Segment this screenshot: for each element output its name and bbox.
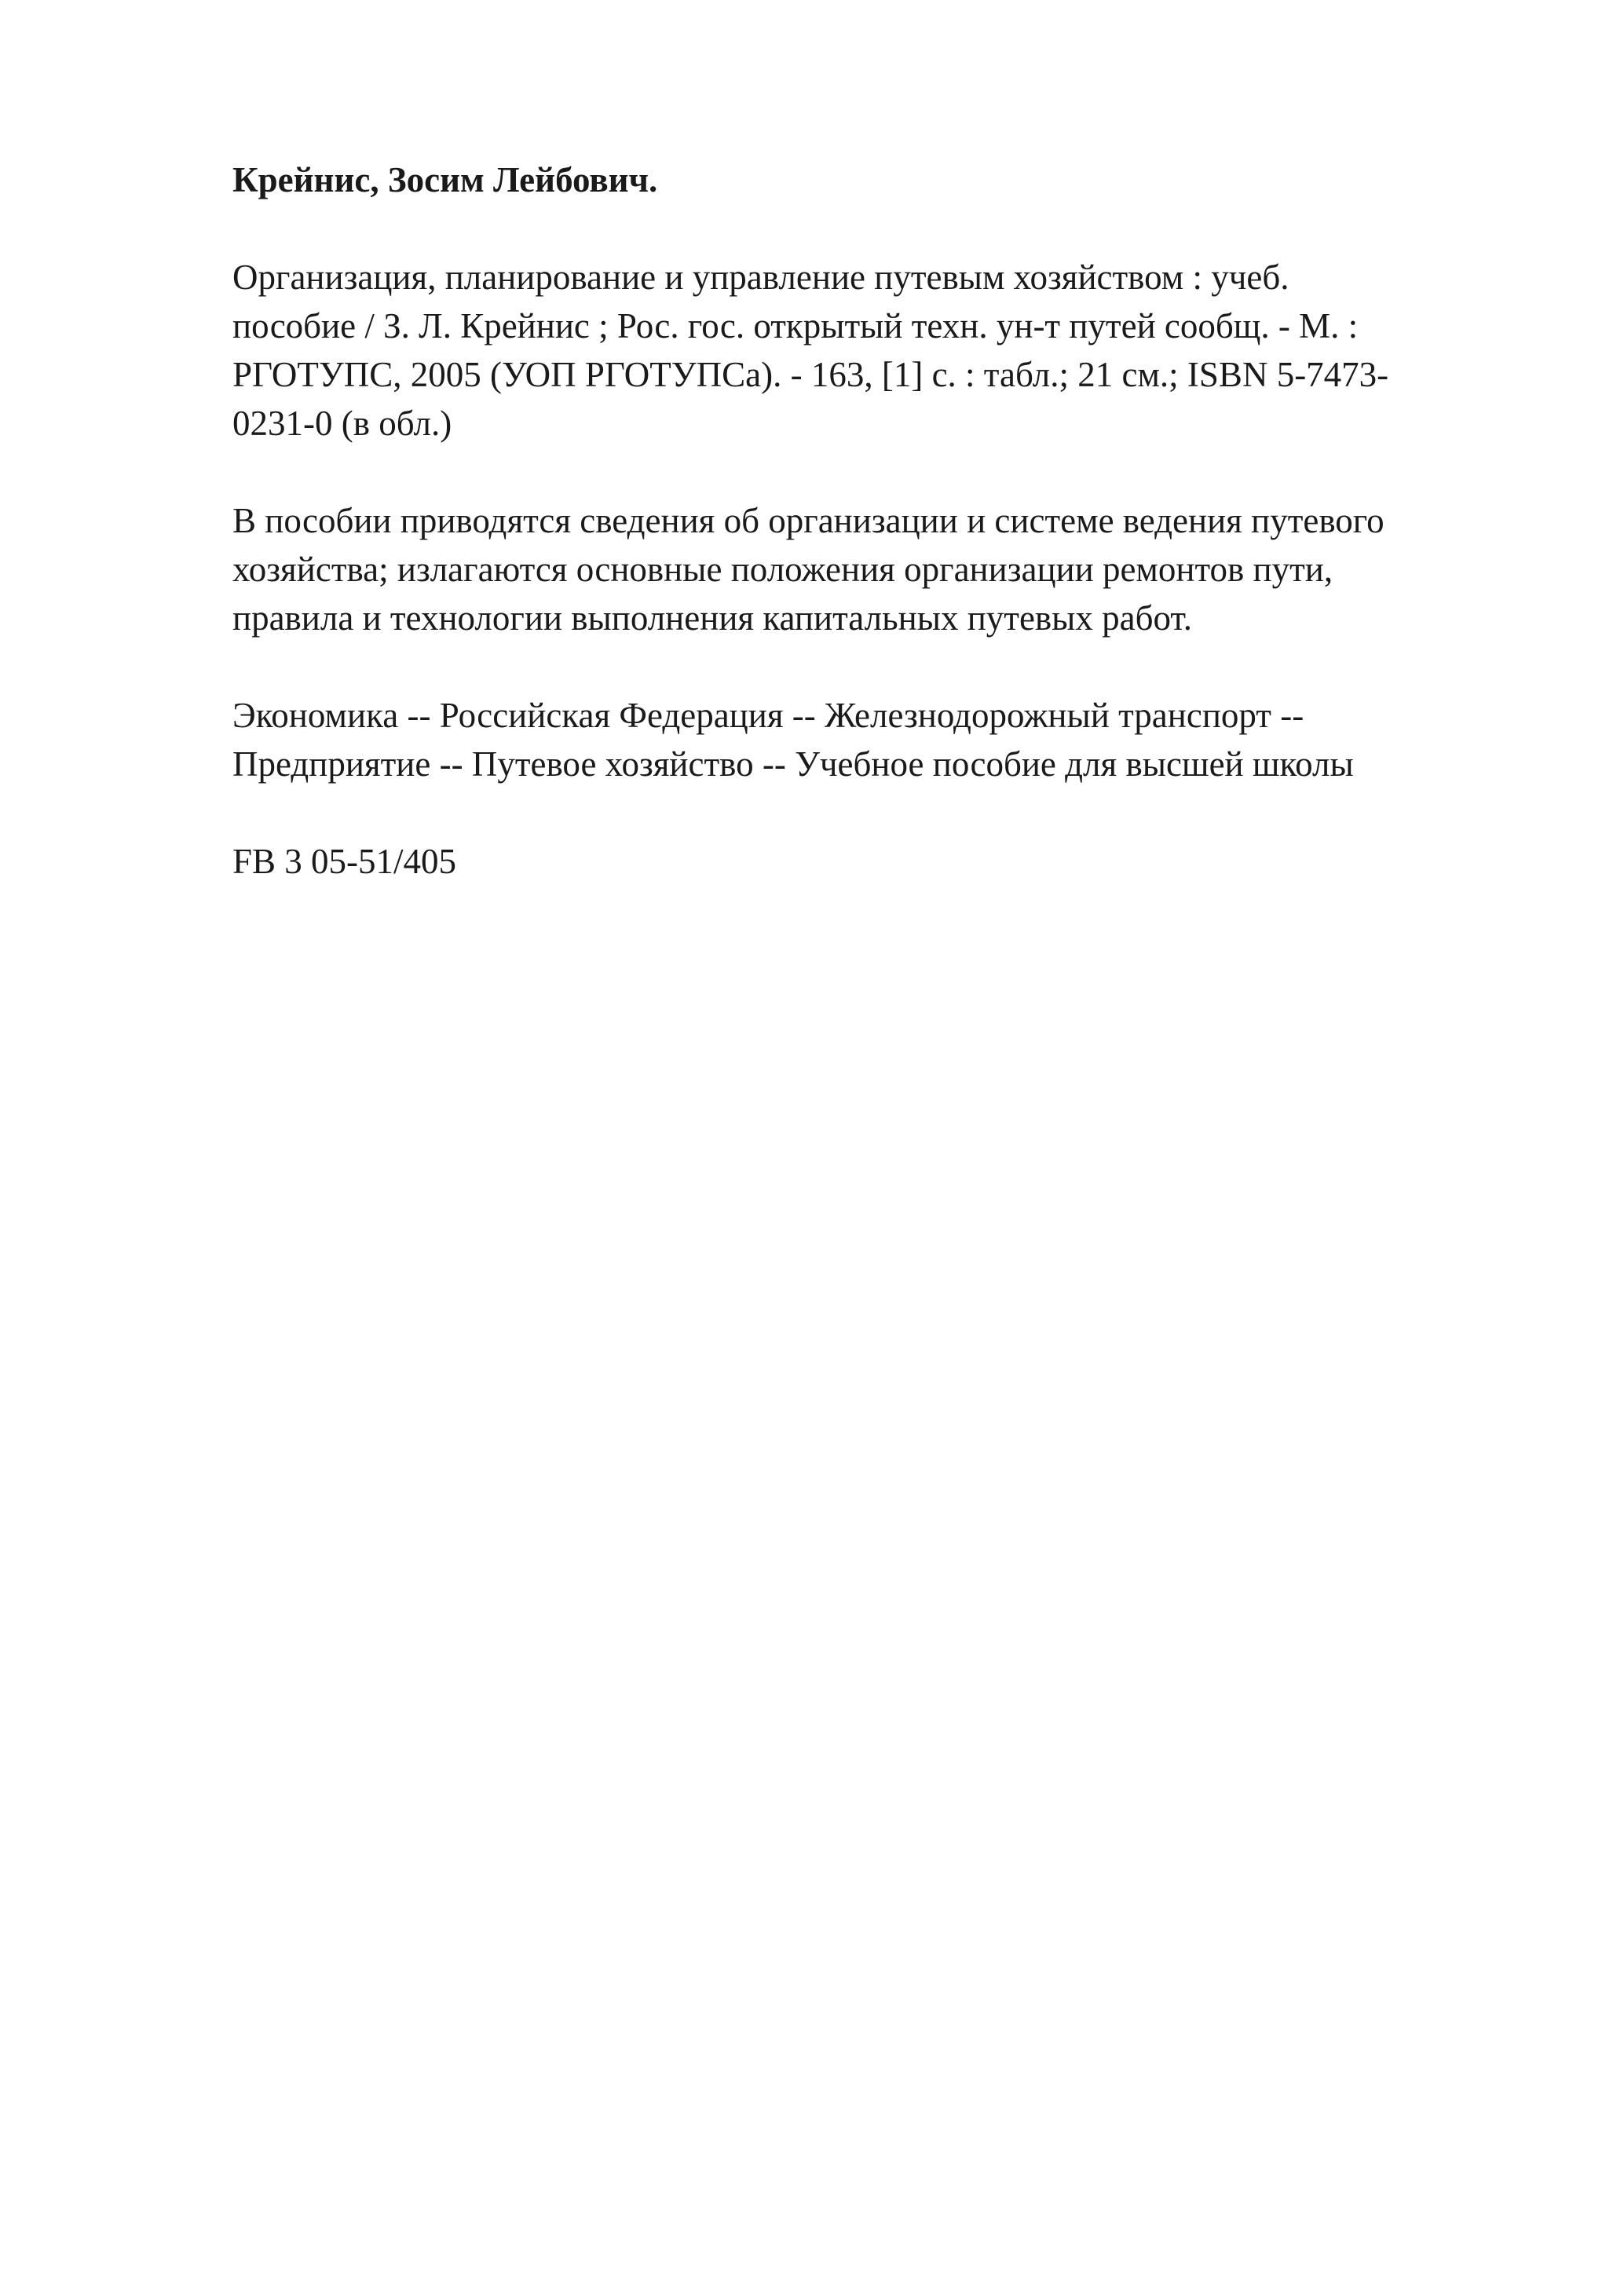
annotation-line: правила и технологии выполнения капитальных путевых работ.	[232, 598, 1192, 638]
subject-line: Экономика -- Российская Федерация -- Железнодорожный транспорт --	[232, 696, 1304, 735]
description-line: пособие / З. Л. Крейнис ; Рос. гос. открытый техн. ун-т путей сообщ. - М. :	[232, 306, 1359, 345]
author-heading: Крейнис, Зосим Лейбович.	[232, 160, 658, 199]
bibliographic-description	[232, 253, 1505, 448]
description-line: Организация, планирование и управление путевым хозяйством : учеб.	[232, 258, 1289, 297]
description-line: РГОТУПС, 2005 (УОП РГОТУПСа). - 163, [1] с. : табл.; 21 см.; ISBN 5-7473-	[232, 355, 1389, 394]
catalog-record	[232, 155, 1505, 886]
annotation	[232, 496, 1505, 642]
subject-headings	[232, 691, 1505, 788]
annotation-line: В пособии приводятся сведения об организации и системе ведения путевого	[232, 501, 1384, 540]
annotation-line: хозяйства; излагаются основные положения организации ремонтов пути,	[232, 550, 1333, 589]
description-line: 0231-0 (в обл.)	[232, 404, 452, 443]
subject-line: Предприятие -- Путевое хозяйство -- Учебное пособие для высшей школы	[232, 744, 1354, 784]
classification-code: FB 3 05-51/405	[232, 842, 457, 881]
